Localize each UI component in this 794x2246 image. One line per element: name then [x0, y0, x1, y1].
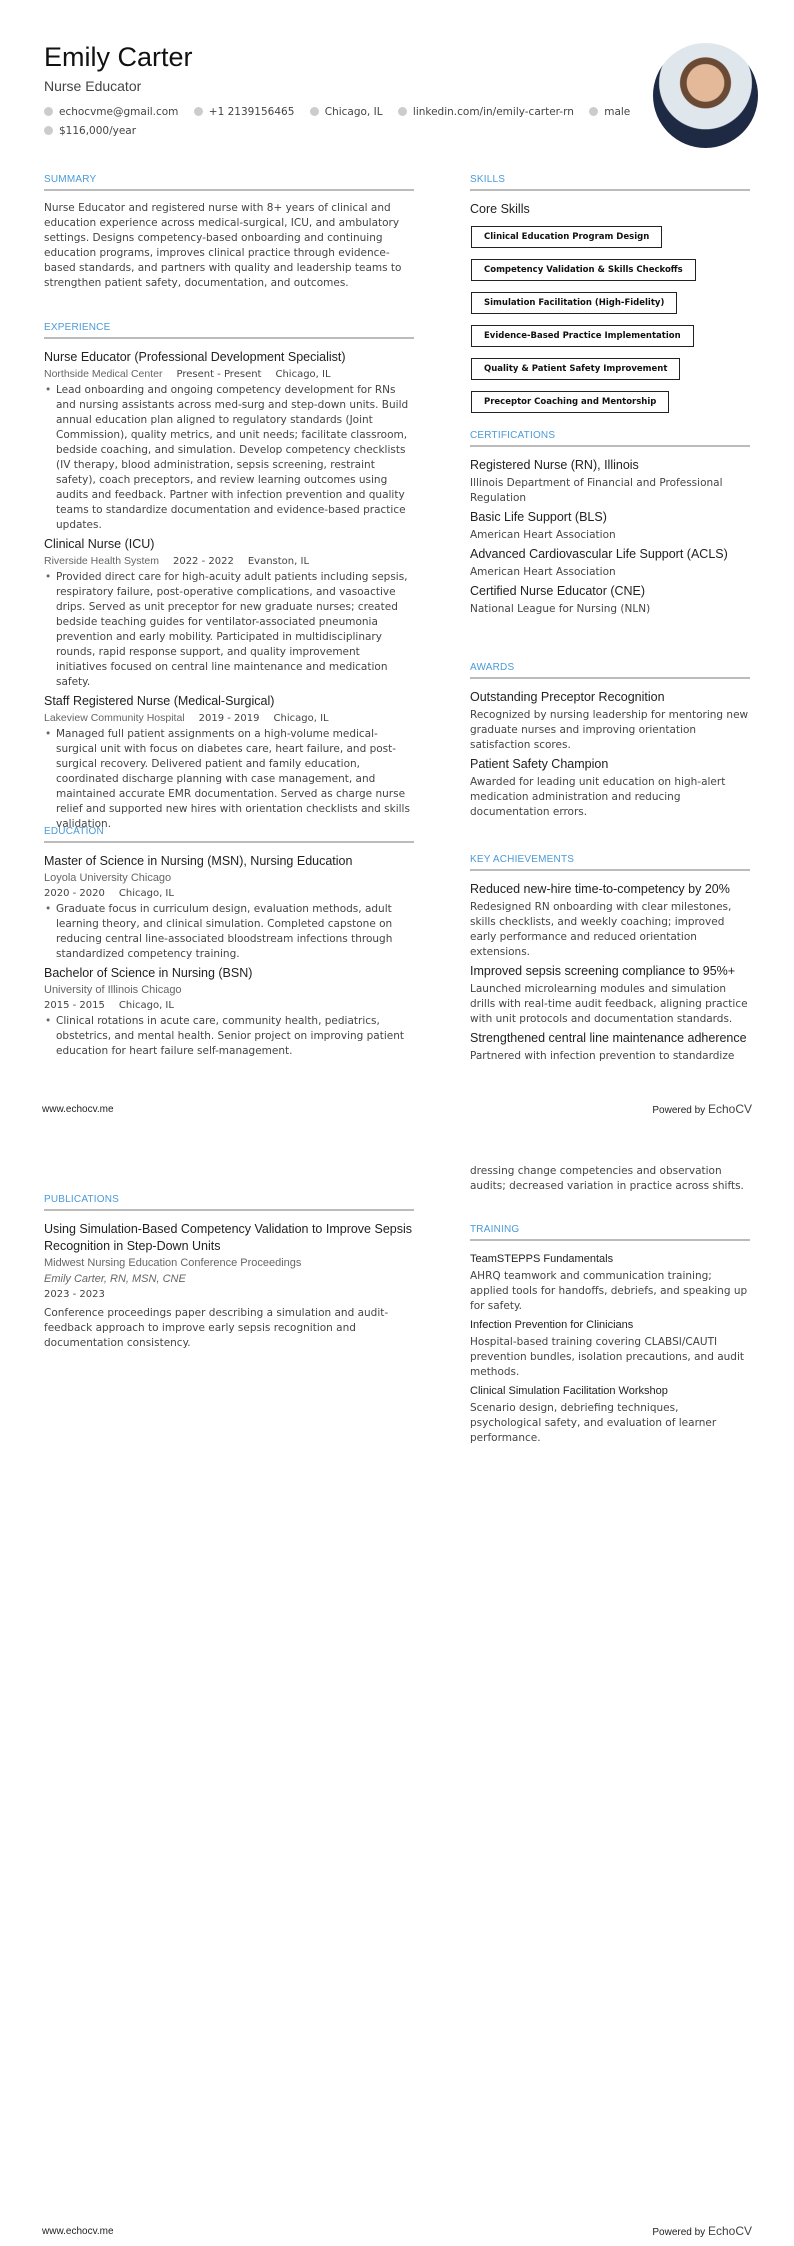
certifications-item-description: Illinois Department of Financial and Professional Regulation: [470, 477, 723, 504]
skill-tag: Preceptor Coaching and Mentorship: [471, 391, 669, 413]
summary-text: Nurse Educator and registered nurse with 8+ years of clinical and education experience across medical-surgical, ICU, and ambulatory settings. Designs competency-based onboarding and continuing education programs, improves clinical practice through evidence-based standards, and partners with quality and leadership teams to strengthen patient safety, documentation, and outcomes.: [44, 202, 402, 289]
location-icon: [310, 107, 319, 116]
section-heading: PUBLICATIONS: [44, 1194, 414, 1211]
experience-org: Northside Medical Center: [44, 368, 163, 380]
education-location: Chicago, IL: [118, 1000, 174, 1011]
awards-item: [470, 689, 750, 753]
education-dates: 2015 - 2015: [44, 1000, 105, 1011]
experience-dates: 2022 - 2022: [172, 556, 234, 567]
at-icon: [44, 107, 53, 116]
experience-org: Riverside Health System: [44, 555, 159, 567]
section-heading: EDUCATION: [44, 826, 414, 843]
section-heading: AWARDS: [470, 662, 750, 679]
skill-tag: Competency Validation & Skills Checkoffs: [471, 259, 696, 281]
footer-site-link[interactable]: www.echocv.me: [42, 1104, 114, 1115]
skill-tag: Clinical Education Program Design: [471, 226, 662, 248]
awards-item-description: Recognized by nursing leadership for mentoring new graduate nurses and improving orientation satisfaction scores.: [470, 709, 749, 751]
achievements-item: [470, 1030, 750, 1064]
skills-section: [470, 174, 750, 422]
training-item-title: TeamSTEPPS Fundamentals: [470, 1253, 614, 1265]
section-heading: SUMMARY: [44, 174, 414, 191]
bullet-item: • Lead onboarding and ongoing competency development for RNs and nursing assistants across med-surg and step-down units. Build annual education plan aligned to regulatory standards (Joint Commission), quality metrics, and unit needs; facilitate classroom, bedside coaching, and simulation. Develop competency checklists (IV therapy, blood administration, sepsis screening, restraint safety), coach preceptors, and review learning outcomes using audits and feedback. Partner with infection prevention and quality teams to standardize documentation and evidence-based practice updates.: [44, 383, 414, 533]
certifications-item-title: Basic Life Support (BLS): [470, 510, 607, 524]
footer-site-link-2[interactable]: www.echocv.me: [42, 2226, 114, 2237]
powered-by-text: Powered by: [652, 1105, 706, 1116]
linkedin-text: linkedin.com/in/emily-carter-rn: [412, 106, 574, 118]
phone-icon: [194, 107, 203, 116]
phone-text: +1 2139156465: [208, 106, 295, 118]
salary-text: $116,000/year: [59, 125, 137, 137]
contact-location: [310, 106, 383, 118]
certifications-item: [470, 583, 750, 617]
bullet-item: • Provided direct care for high-acuity adult patients including sepsis, respiratory failure, post-operative complications, and vasoactive drips. Served as unit preceptor for new graduate nurses; created bedside teaching guides for ventilator-associated pneumonia prevention and early mobility. Participated in multidisciplinary rounds, rapid response support, and quality improvement initiatives focused on central line maintenance and medication safety.: [44, 570, 414, 690]
bullet-item: • Clinical rotations in acute care, community health, pediatrics, obstetrics, and mental health. Senior project on improving patient education for heart failure self-management.: [44, 1014, 414, 1059]
skill-row: [470, 356, 750, 389]
training-item-description: Scenario design, debriefing techniques, psychological safety, and evaluation of learner performance.: [470, 1402, 717, 1444]
contact-phone[interactable]: [194, 106, 295, 118]
education-dates: 2020 - 2020: [44, 888, 105, 899]
achievements-item-description: Partnered with infection prevention to standardize: [470, 1050, 735, 1062]
profile-photo: [653, 43, 758, 148]
section-heading: KEY ACHIEVEMENTS: [470, 854, 750, 871]
experience-title: Staff Registered Nurse (Medical-Surgical): [44, 694, 275, 708]
skill-row: [470, 224, 750, 257]
certifications-item-description: National League for Nursing (NLN): [470, 603, 651, 615]
awards-item: [470, 756, 750, 820]
experience-location: Chicago, IL: [275, 369, 331, 380]
achievements-item-title: Improved sepsis screening compliance to 95%+: [470, 964, 736, 978]
achievement-continued-text: dressing change competencies and observation audits; decreased variation in practice across shifts.: [470, 1165, 744, 1192]
education-school: Loyola University Chicago: [44, 872, 172, 884]
certifications-item: [470, 546, 750, 580]
experience-meta: [44, 366, 414, 383]
bullet-item: • Graduate focus in curriculum design, evaluation methods, adult learning theory, and clinical simulation. Completed capstone on reducing central line-associated bloodstream infections through standardized competency training.: [44, 902, 414, 962]
training-item: [470, 1383, 750, 1446]
publications-section: [44, 1194, 414, 1351]
education-school: University of Illinois Chicago: [44, 984, 182, 996]
education-bullets: [44, 1014, 414, 1059]
education-bullets: [44, 902, 414, 962]
experience-item: [44, 693, 414, 832]
skill-row: [470, 389, 750, 422]
section-heading: CERTIFICATIONS: [470, 430, 750, 447]
awards-section: [470, 662, 750, 822]
skill-tag: Quality & Patient Safety Improvement: [471, 358, 680, 380]
certifications-item-title: Certified Nurse Educator (CNE): [470, 584, 646, 598]
contact-linkedin[interactable]: [398, 106, 574, 118]
training-item: [470, 1251, 750, 1314]
experience-bullets: [44, 727, 414, 832]
awards-item-title: Patient Safety Champion: [470, 757, 609, 771]
training-section: [470, 1224, 750, 1448]
experience-location: Evanston, IL: [247, 556, 310, 567]
section-heading: EXPERIENCE: [44, 322, 414, 339]
achievements-item-description: Redesigned RN onboarding with clear milestones, skills checklists, and weekly coaching; improved early performance and reduced orientation extensions.: [470, 901, 732, 958]
achievements-item: [470, 963, 750, 1027]
achievements-item: [470, 881, 750, 960]
contact-salary: [44, 125, 136, 137]
publication-dates: 2023 - 2023: [44, 1289, 105, 1300]
experience-org: Lakeview Community Hospital: [44, 712, 185, 724]
email-text: echocvme@gmail.com: [59, 106, 179, 118]
contact-list: [44, 103, 644, 141]
section-heading: SKILLS: [470, 174, 750, 191]
training-item-description: AHRQ teamwork and communication training; applied tools for handoffs, debriefs, and speaking up for safety.: [470, 1270, 748, 1312]
training-item-title: Infection Prevention for Clinicians: [470, 1319, 634, 1331]
contact-email[interactable]: [44, 106, 178, 118]
powered-by-text: Powered by: [652, 2227, 706, 2238]
certifications-section: [470, 430, 750, 619]
training-item-description: Hospital-based training covering CLABSI/CAUTI prevention bundles, isolation precautions, and audit methods.: [470, 1336, 744, 1378]
summary-section: [44, 174, 414, 291]
certifications-item: [470, 509, 750, 543]
person-icon: [589, 107, 598, 116]
candidate-name: Emily Carter: [44, 42, 193, 72]
skill-row: [470, 323, 750, 356]
education-item: [44, 853, 414, 962]
achievements-section: [470, 854, 750, 1066]
experience-item: [44, 536, 414, 690]
training-item: [470, 1317, 750, 1380]
publication-title: Using Simulation-Based Competency Validation to Improve Sepsis Recognition in Step-Down Units: [44, 1222, 413, 1253]
education-location: Chicago, IL: [118, 888, 174, 899]
experience-title: Nurse Educator (Professional Development Specialist): [44, 350, 346, 364]
skills-group-title: Core Skills: [470, 202, 530, 216]
awards-item-title: Outstanding Preceptor Recognition: [470, 690, 665, 704]
certifications-item-title: Registered Nurse (RN), Illinois: [470, 458, 639, 472]
location-text: Chicago, IL: [324, 106, 383, 118]
brand-logo: EchoCV: [707, 1102, 752, 1116]
skill-tag: Simulation Facilitation (High-Fidelity): [471, 292, 677, 314]
salary-icon: [44, 126, 53, 135]
education-meta: [44, 998, 414, 1014]
job-title: Nurse Educator: [44, 78, 142, 94]
experience-section: [44, 322, 414, 834]
certifications-item-description: American Heart Association: [470, 566, 616, 578]
link-icon: [398, 107, 407, 116]
certifications-item-description: American Heart Association: [470, 529, 616, 541]
experience-location: Chicago, IL: [273, 713, 329, 724]
experience-bullets: [44, 383, 414, 533]
training-item-title: Clinical Simulation Facilitation Workshop: [470, 1385, 668, 1397]
bullet-item: • Managed full patient assignments on a high-volume medical-surgical unit with focus on diabetes care, heart failure, and post-surgical recovery. Delivered patient and family education, coordinated discharge planning with case management, and maintained accurate EMR documentation. Served as charge nurse relief and supported new hires with orientation checklists and skills validation.: [44, 727, 414, 832]
education-section: [44, 826, 414, 1061]
education-degree: Master of Science in Nursing (MSN), Nursing Education: [44, 854, 353, 868]
experience-item: [44, 349, 414, 533]
footer-powered-2[interactable]: [652, 2224, 752, 2238]
achievements-item-description: Launched microlearning modules and simulation drills with real-time audit feedback, aligning practice with unit protocols and documentation standards.: [470, 983, 748, 1025]
skill-tag: Evidence-Based Practice Implementation: [471, 325, 694, 347]
experience-meta: [44, 553, 414, 570]
education-item: [44, 965, 414, 1059]
experience-title: Clinical Nurse (ICU): [44, 537, 155, 551]
section-heading: TRAINING: [470, 1224, 750, 1241]
footer-powered[interactable]: [652, 1102, 752, 1116]
publication-description: Conference proceedings paper describing a simulation and audit-feedback approach to improve early sepsis recognition and documentation consistency.: [44, 1307, 389, 1349]
contact-gender: [589, 106, 630, 118]
certifications-item: [470, 457, 750, 506]
gender-text: male: [604, 106, 631, 118]
publication-authors: Emily Carter, RN, MSN, CNE: [44, 1273, 186, 1285]
education-degree: Bachelor of Science in Nursing (BSN): [44, 966, 253, 980]
publication-venue: Midwest Nursing Education Conference Proceedings: [44, 1257, 302, 1269]
awards-item-description: Awarded for leading unit education on high-alert medication administration and reducing documentation errors.: [470, 776, 726, 818]
experience-meta: [44, 710, 414, 727]
achievements-item-title: Strengthened central line maintenance adherence: [470, 1031, 747, 1045]
experience-bullets: [44, 570, 414, 690]
experience-dates: 2019 - 2019: [198, 713, 260, 724]
achievements-item-title: Reduced new-hire time-to-competency by 20%: [470, 882, 730, 896]
skill-row: [470, 290, 750, 323]
experience-dates: Present - Present: [176, 369, 262, 380]
education-meta: [44, 886, 414, 902]
brand-logo: EchoCV: [707, 2224, 752, 2238]
skill-row: [470, 257, 750, 290]
certifications-item-title: Advanced Cardiovascular Life Support (ACLS): [470, 547, 728, 561]
